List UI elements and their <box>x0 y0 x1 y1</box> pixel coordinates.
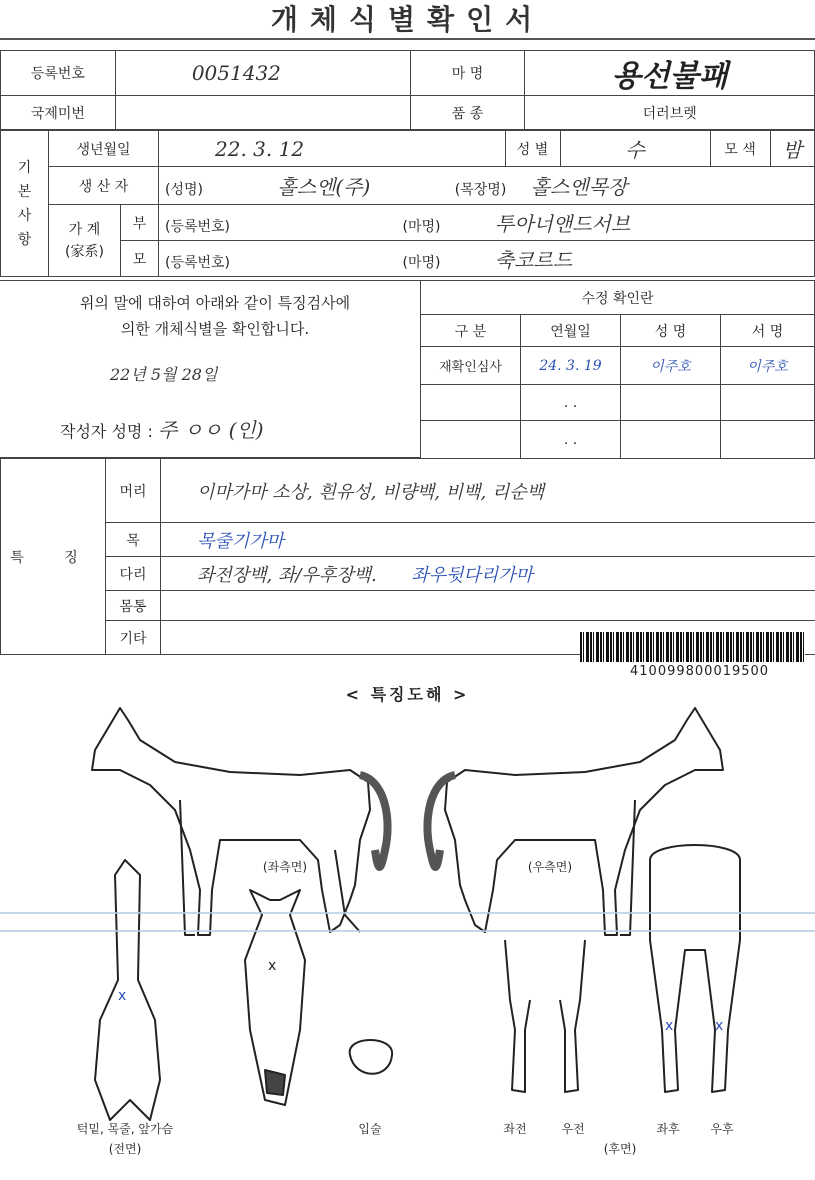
body-label: 몸통 <box>106 591 161 621</box>
coat-label: 모 색 <box>710 131 770 167</box>
producer-cell <box>159 167 815 205</box>
body-value <box>161 591 815 621</box>
table-row: . . <box>421 385 815 421</box>
revision-col-name: 성 명 <box>621 315 721 347</box>
front-view-figure <box>95 860 160 1120</box>
document-title: 개체식별확인서 <box>270 3 545 36</box>
left-side-horse-figure <box>92 708 388 935</box>
owner-sub-label: (성명) <box>165 182 203 198</box>
revision-table <box>420 280 815 459</box>
dam-cell <box>159 241 815 277</box>
left-side-caption: (좌측면) <box>262 860 308 874</box>
barcode <box>580 632 805 662</box>
front-caption: 턱밑, 목줄, 앞가슴 <box>76 1122 174 1136</box>
title-underline <box>0 38 815 40</box>
horse-name-cell <box>525 51 815 96</box>
right-side-caption: (우측면) <box>527 860 573 874</box>
sire-reg-sub: (등록번호) <box>165 219 231 235</box>
dam-name-sub: (마명) <box>402 255 441 271</box>
horse-name: 용선불패 <box>611 59 728 94</box>
farm-name: 홀스엔목장 <box>530 175 628 199</box>
rear-caption: (후면) <box>603 1142 637 1156</box>
certification-notice: 위의 말에 대하여 아래와 같이 특징검사에 의한 개체식별을 확인합니다. <box>79 294 351 338</box>
author-label: 작성자 성명 : <box>60 422 153 441</box>
neck-label: 목 <box>106 523 161 557</box>
left-fore-caption: 좌전 <box>503 1122 527 1136</box>
muzzle-caption: 입술 <box>358 1122 382 1136</box>
dam-label: 모 <box>121 241 159 277</box>
basic-info-table <box>0 130 815 277</box>
sex-label: 성 별 <box>505 131 560 167</box>
revision-col-type: 구 분 <box>421 315 521 347</box>
horse-diagram <box>0 700 815 1180</box>
sire-name: 투아너앤드서브 <box>494 212 631 236</box>
certification-date: 22년 5월 28일 <box>110 365 218 384</box>
dam-reg-sub: (등록번호) <box>165 255 231 271</box>
table-row: 재확인심사 24. 3. 19 이주호 이주호 <box>421 347 815 385</box>
intl-no-label: 국제미번 <box>1 96 116 130</box>
right-hind-mark: x <box>715 1018 724 1034</box>
birth-cell <box>159 131 506 167</box>
birth-value: 22. 3. 12 <box>215 136 305 161</box>
head-value: 이마가마 소상, 흰유성, 비량백, 비백, 리순백 <box>161 459 815 523</box>
farm-sub-label: (목장명) <box>454 182 507 198</box>
dam-name: 축코르드 <box>494 248 573 272</box>
sire-cell <box>159 205 815 241</box>
sire-label: 부 <box>121 205 159 241</box>
right-side-horse-figure <box>427 708 723 935</box>
birth-label: 생년월일 <box>49 131 159 167</box>
family-label: 가 계 (家系) <box>49 205 121 277</box>
neck-value: 목줄기가마 <box>161 523 815 557</box>
breed-label: 품 종 <box>410 96 525 130</box>
right-hind-caption: 우후 <box>710 1122 734 1136</box>
features-label: 특 징 <box>1 459 106 655</box>
breed-value: 더러브렛 <box>525 96 815 130</box>
intl-no-value <box>115 96 410 130</box>
registration-table <box>0 50 815 130</box>
front-legs-figure <box>505 940 585 1092</box>
sire-name-sub: (마명) <box>402 219 441 235</box>
features-table <box>0 458 815 655</box>
sex-value: 수 <box>560 131 710 167</box>
owner-name: 홀스엔(주) <box>277 175 371 199</box>
left-hind-caption: 좌후 <box>656 1122 680 1136</box>
reg-no-label: 등록번호 <box>1 51 116 96</box>
table-row: . . <box>421 421 815 459</box>
basic-section-label: 기 본 사 항 <box>1 131 49 277</box>
head-front-view-figure <box>245 890 305 1105</box>
author-name: 주 ㅇㅇ (인) <box>157 418 264 442</box>
diagram-title: < 특징도해 > <box>345 685 470 704</box>
right-fore-caption: 우전 <box>561 1122 585 1136</box>
head-mark: x <box>268 958 277 974</box>
rear-view-figure <box>650 845 740 1092</box>
reg-no: 0051432 <box>191 61 281 85</box>
author-line <box>60 414 264 443</box>
barcode-number: 410099800019500 <box>630 664 770 679</box>
other-label: 기타 <box>106 621 161 655</box>
front-mark: x <box>118 988 127 1004</box>
revision-col-date: 연월일 <box>521 315 621 347</box>
legs-label: 다리 <box>106 557 161 591</box>
muzzle-figure <box>350 1040 392 1074</box>
horse-name-label: 마 명 <box>410 51 525 96</box>
producer-label: 생 산 자 <box>49 167 159 205</box>
revision-col-sign: 서 명 <box>721 315 815 347</box>
scan-artifact-line <box>0 930 815 932</box>
left-hind-mark: x <box>665 1018 674 1034</box>
coat-value: 밤 <box>770 131 814 167</box>
head-label: 머리 <box>106 459 161 523</box>
front-sub-caption: (전면) <box>108 1142 142 1156</box>
legs-value: 좌전장백, 좌/우후장백. 좌우뒷다리가마 <box>161 557 815 591</box>
scan-artifact-line <box>0 912 815 914</box>
revision-header: 수정 확인란 <box>421 281 815 315</box>
reg-no-value <box>115 51 410 96</box>
